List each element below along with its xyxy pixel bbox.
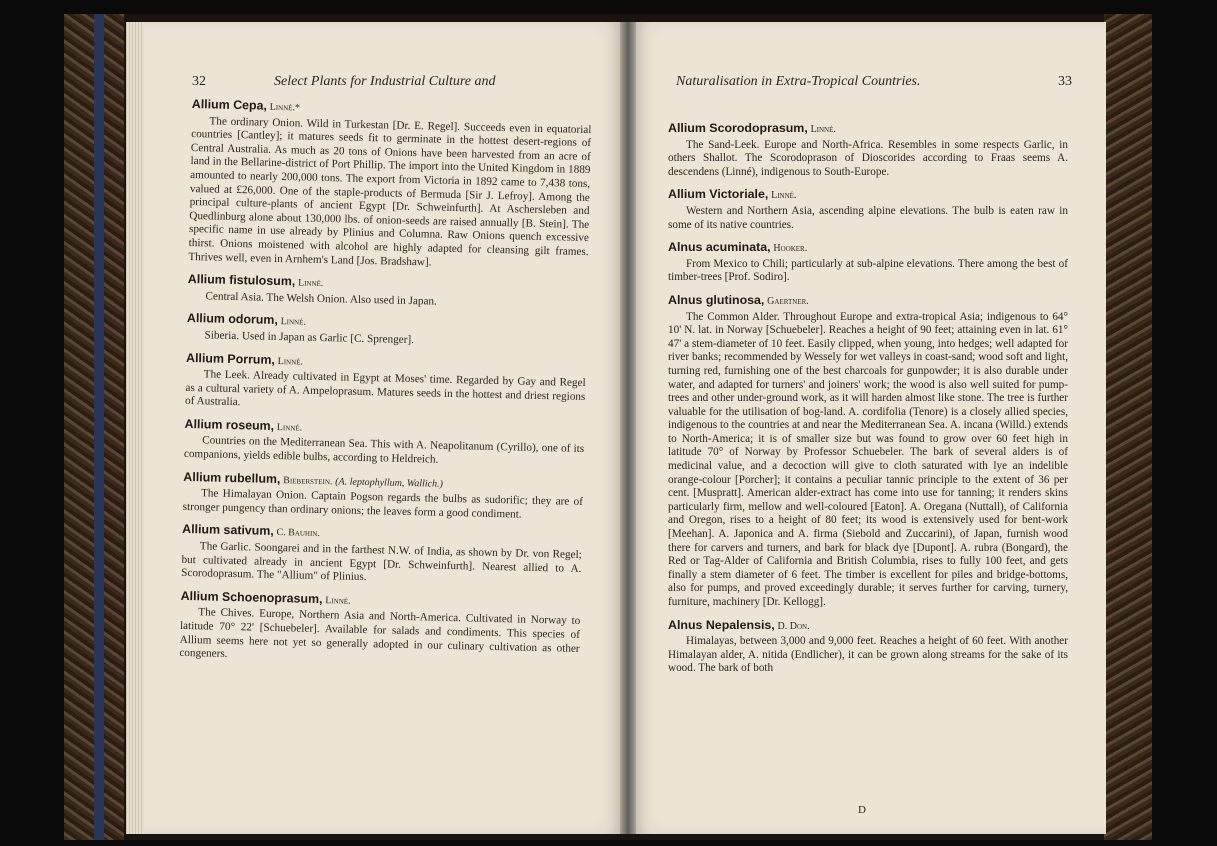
book-cover-right [1104,14,1152,840]
entry-description: Countries on the Mediterranean Sea. This with A. Neapolitanum (Cyrillo), one of its companions, yields edible bulbs, according to Heldreich. [183,434,585,466]
entry-heading [668,294,1068,309]
left-page [144,22,628,834]
plant-entry [668,241,1068,285]
entry-description: The Leek. Already cultivated in Egypt at Moses' time. Regarded by Gay and Regel as a cultural variety of A. Ampeloprasum. Matures seeds in the hottest and driest regions of Australia. [184,368,586,409]
left-column [179,98,592,679]
species-authority: Linné. [280,316,307,328]
entry-heading [668,619,1068,634]
plant-entry [184,418,585,471]
plant-entry [179,590,581,670]
species-name: Allium Cepa, [191,97,268,113]
species-name: Alnus glutinosa, [668,292,765,307]
entry-heading [668,122,1068,137]
book-gutter [620,22,636,834]
plant-entry [188,98,592,273]
plant-entry [185,351,586,417]
species-authority: C. Bauhin. [276,527,321,540]
species-name: Allium roseum, [184,416,275,433]
entry-description: From Mexico to Chili; particularly at sub-alpine elevations. There among the best of timber-trees [Prof. Sodiro]. [668,257,1068,284]
cover-spine-strip [94,14,104,840]
species-authority: Linné.* [269,101,301,114]
entry-description: The Common Alder. Throughout Europe and extra-tropical Asia; indigenous to 64° 10' N. lat. in Norway [Schuebeler]. Reaches a height of 90 feet; attaining even in lat. 61° 47' a stem-diameter of 10 feet. Easily clipped, when young, into hedges; well adapted for river banks; recommended by Wessely for wet valleys in coast-sand; wood soft and light, turning red, furnishing one of the best charcoals for gunpowder; it is also durable under water, and adapted for turners' and joiners' work; the wood is also well suited for pump-trees and other under-ground work, as it will harden almost like stone. The tree is further valuable for the utilisation of bog-land. A. cordifolia (Tenore) is a closely allied species, indigenous to the countries at and near the Mediterranean Sea. A. incana (Willd.) extends to North-America; it is of smaller size but was found to grow over 60 feet high in latitude 70° of Norway by Professor Schuebeler. The bark of several alders is of medicinal value, and a decoction will give to cloth saturated with lye an indelible orange-colour [Porcher]; it contains a peculiar tannic principle to the extent of 36 per cent. [Muspratt]. American alder-extract has come into use for tanning; it renders skins particularly firm, mellow and well-coloured [Eaton]. A. Oregana (Nuttall), of California and Oregon, rises to a height of 80 feet; its wood is extensively used for bent-work [Meehan]. A. Japonica and A. firma (Siebold and Zuccarini), of Japan, furnish wood there for carvers and turners, and bark for black dye [Dupont]. A. rubra (Bongard), the Red or Tag-Alder of California and British Columbia, rises to fully 100 feet, and gets finally a stem diameter of 6 feet. The timber is excellent for piles and bridge-bottoms, also for pumps, and proved exceedingly durable; it serves further for carving, turnery, furniture, machinery [Dr. Kellogg]. [668,310,1068,608]
species-authority: Hooker. [773,243,808,255]
species-name: Allium sativum, [182,522,274,539]
species-authority: Gaertner. [767,295,809,307]
open-book [64,14,1152,840]
entry-description: The ordinary Onion. Wild in Turkestan [Dr. E. Regel]. Succeeds even in equatorial countries [Cantley]; it matures seeds fit to germinate in the hottest desert-regions of Central Australia. As much as 20 tons of Onions have been harvested from an acre of land in the Bellarine-district of Port Phillip. The import into the United Kingdom in 1889 amounted to nearly 200,000 tons. The export from Victoria in 1892 came to 7,438 tons, valued at £26,000. One of the staple-products of Bermuda [Sir J. Lefroy]. Among the principal culture-plants of ancient Egypt [Dr. Schweinfurth]. At Aschersleben and Quedlinburg alone about 130,000 lbs. of onion-seeds are raised annually [B. Stein]. The specific name in use already by Plinius and Columna. Raw Onions quench excessive thirst. Onions moistened with alcohol are highly adapted for cleansing gilt frames. Thrives well, even in Arnhem's Land [Jos. Bradshaw]. [188,114,592,269]
entry-description: Himalayas, between 3,000 and 9,000 feet. Reaches a height of 60 feet. With another Himalayan alder, A. nitida (Endlicher), it can be grown along streams for the sake of its wood. The bark of both [668,635,1068,675]
right-page [628,22,1106,834]
plant-entry [187,273,588,312]
species-name: Allium rubellum, [183,469,281,486]
right-column [668,122,1068,685]
species-name: Alnus Nepalensis, [668,617,775,632]
plant-entry [668,619,1068,676]
signature-mark: D [858,804,866,816]
entry-description: The Sand-Leek. Europe and North-Africa. Resembles in some respects Garlic, in others Shallot. The Scorodoprason of Dioscorides according to Fraas seems A. descendens (Linné), indigenous to South-Europe. [668,138,1068,178]
species-name: Allium Victoriale, [668,187,769,202]
species-synonym: (A. leptophyllum, Wallich.) [335,476,444,490]
species-authority: Linné. [325,594,351,607]
page-number: 33 [1058,74,1072,89]
species-authority: D. Don. [777,620,810,632]
running-head: Naturalisation in Extra-Tropical Countries. [676,74,921,89]
page-number: 32 [192,74,206,89]
species-authority: Linné. [277,355,304,368]
species-authority: Linné. [297,277,324,290]
species-name: Allium Scorodoprasum, [668,121,808,135]
plant-entry [668,294,1068,610]
species-name: Allium Schoenoprasum, [180,588,323,606]
species-name: Allium Porrum, [185,350,276,367]
entry-description: Central Asia. The Welsh Onion. Also used in Japan. [205,290,438,308]
running-head: Select Plants for Industrial Culture and [274,74,496,89]
species-name: Allium odorum, [186,311,279,328]
species-name: Allium fistulosum, [187,272,296,289]
plant-entry [668,122,1068,179]
plant-entry [186,312,587,351]
entry-description: Western and Northern Asia, ascending alpine elevations. The bulb is eaten raw in some of its native countries. [668,204,1068,231]
species-authority: Bieberstein. [283,474,333,487]
entry-description: Siberia. Used in Japan as Garlic [C. Sprenger]. [204,329,415,347]
entry-description: The Chives. Europe, Northern Asia and North-America. Cultivated in Norway to latitude 70° 22' [Schuebeler]. Available for salads and condiments. This species of Allium seems here not yet so generally adopted in our culinary cultivation as other congeners. [179,606,581,661]
entry-heading [668,188,1068,203]
entry-description: The Garlic. Soongarei and in the farthest N.W. of India, as shown by Dr. von Regel; but cultivated already in ancient Egypt [Dr. Schweinfurth]. Nearest allied to A. Scorodoprasum. The "Allium" of Plinius. [181,540,582,584]
entry-description: The Himalayan Onion. Captain Pogson regards the bulbs as sudorific; they are of stronger pungency than ordinary onions; the leaves form a good condiment. [182,487,584,521]
species-authority: Linné. [276,421,303,434]
plant-entry [181,523,582,589]
plant-entry [183,471,584,524]
species-authority: Linné. [810,124,836,135]
species-authority: Linné. [771,190,797,202]
entry-heading [668,241,1068,256]
plant-entry [668,188,1068,232]
species-name: Alnus acuminata, [668,240,771,255]
